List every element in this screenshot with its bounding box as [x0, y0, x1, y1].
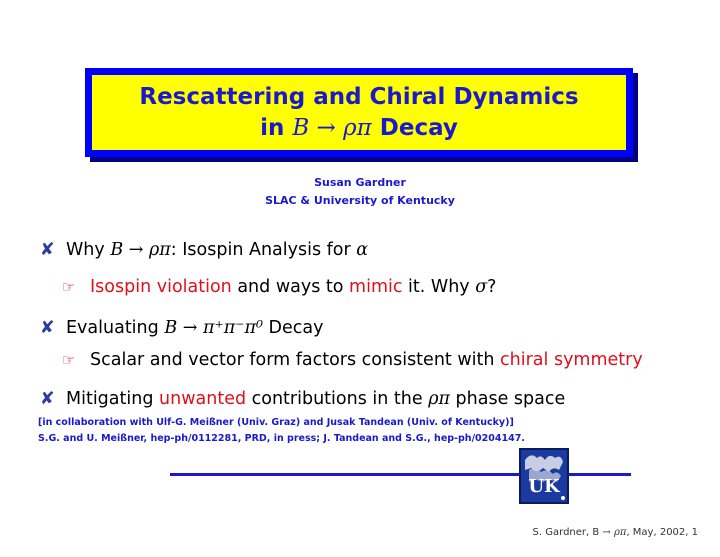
cross-mark-icon: ✘ [40, 240, 55, 260]
footer-suffix: , May, 2002, 1 [626, 527, 698, 538]
bullet-3 [40, 388, 565, 410]
bullet-3-suffix: phase space [449, 389, 566, 409]
bullet-2-sub-text: Scalar and vector form factors consistent with [90, 350, 501, 370]
bullet-1-math2: α [356, 240, 369, 260]
bullet-1-math: B → ρπ [110, 240, 171, 260]
bullet-3-math: ρπ [428, 389, 450, 409]
title-line-1: Rescattering and Chiral Dynamics [139, 83, 579, 110]
author-name: Susan Gardner [314, 176, 406, 189]
collaboration-note: [in collaboration with Ulf-G. Meißner (Univ. Graz) and Jusak Tandean (Univ. of Kentucky)] [38, 417, 514, 428]
pointing-hand-icon: ☞ [62, 351, 76, 369]
bullet-1-prefix: Why [66, 240, 111, 260]
footer-math: → ρπ [602, 527, 627, 538]
title-line-2-suffix: Decay [371, 114, 458, 141]
cross-mark-icon: ✘ [40, 389, 55, 409]
bullet-2-prefix: Evaluating [66, 318, 165, 338]
footer-rule-left [170, 473, 519, 476]
bullet-2 [40, 317, 323, 339]
mimic-text: mimic [349, 277, 403, 297]
footer-prefix: S. Gardner, B [532, 527, 603, 538]
bullet-1-sub-text1: and ways to [231, 277, 350, 297]
chiral-symmetry-text: chiral symmetry [500, 350, 643, 370]
bullet-1-sub [62, 276, 496, 298]
title-line-2-prefix: in [260, 114, 293, 141]
title-math: B → ρπ [292, 114, 372, 141]
bullet-2-suffix: Decay [262, 318, 324, 338]
title-box [85, 68, 633, 157]
bullet-2-math: B → π⁺π⁻π⁰ [164, 318, 263, 338]
bullet-2-sub [62, 349, 643, 371]
bullet-1-suffix: : Isospin Analysis for [170, 240, 357, 260]
isospin-violation-text: Isospin violation [90, 277, 232, 297]
svg-text:UK: UK [528, 476, 560, 497]
sigma-math: σ [475, 277, 488, 297]
publication-references: S.G. and U. Meißner, hep-ph/0112281, PRD, in press; J. Tandean and S.G., hep-ph/0204147. [38, 433, 525, 444]
bullet-1 [40, 239, 368, 261]
pointing-hand-icon: ☞ [62, 278, 76, 296]
footer-rule-right [569, 473, 631, 476]
bullet-3-middle: contributions in the [246, 389, 429, 409]
unwanted-text: unwanted [159, 389, 247, 409]
author-affiliation: SLAC & University of Kentucky [265, 194, 455, 207]
bullet-1-sub-text2: it. Why [402, 277, 476, 297]
title-line-2 [260, 113, 458, 144]
university-of-kentucky-logo [519, 448, 569, 504]
bullet-1-sub-text3: ? [487, 277, 497, 297]
cross-mark-icon: ✘ [40, 318, 55, 338]
bullet-3-prefix: Mitigating [66, 389, 160, 409]
footer-citation [533, 527, 698, 538]
